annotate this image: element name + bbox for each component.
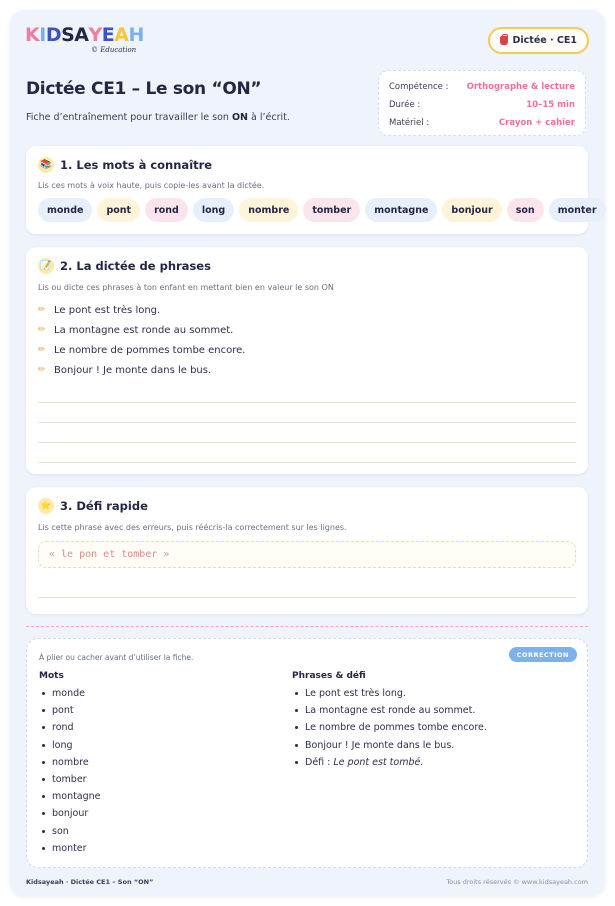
footer-copyright: Tous droits réservés © www.kidsayeah.com: [446, 878, 588, 886]
books-icon: 📚: [38, 157, 54, 173]
pencil-icon: ✏: [38, 345, 46, 355]
section-challenge-header: [38, 498, 148, 514]
word-chip: monter: [549, 198, 606, 222]
word-chip: tomber: [303, 198, 360, 222]
logo-letter: A: [114, 24, 129, 46]
section-words-title: 1. Les mots à connaître: [60, 158, 213, 172]
logo-letter: K: [25, 24, 40, 46]
error-sentence-box: « le pon et tomber »: [38, 541, 576, 568]
list-item: monter: [39, 840, 101, 857]
word-chip: nombre: [239, 198, 298, 222]
correction-badge: CORRECTION: [509, 647, 577, 662]
section-challenge-hint: Lis cette phrase avec des erreurs, puis réécris-la correctement sur les lignes.: [38, 523, 347, 532]
word-chip: montagne: [365, 198, 437, 222]
section-words-hint: Lis ces mots à voix haute, puis copie-les avant la dictée.: [38, 181, 265, 190]
list-item: montagne: [39, 788, 101, 805]
word-chip: monde: [38, 198, 92, 222]
list-item: Bonjour ! Je monte dans le bus.: [292, 737, 487, 754]
info-box: [378, 70, 586, 136]
correction-note: À plier ou cacher avant d’utiliser la fiche.: [39, 653, 194, 662]
logo-subtitle: © Education: [91, 46, 137, 54]
correction-card: [26, 638, 588, 868]
logo-letter: D: [45, 24, 62, 46]
list-item: rond: [39, 719, 101, 736]
list-item: La montagne est ronde au sommet.: [292, 702, 487, 719]
fold-line: [26, 626, 588, 627]
info-row-materiel: Matériel : Crayon + cahier: [389, 118, 575, 128]
correction-phrases-title: Phrases & défi: [292, 671, 366, 681]
logo-letter: H: [128, 24, 144, 46]
word-chip: pont: [97, 198, 140, 222]
logo-wordmark: [25, 24, 155, 46]
level-pill: [488, 27, 590, 54]
writing-line[interactable]: [38, 462, 576, 463]
correction-phrases-column: [292, 671, 487, 771]
worksheet-page: [10, 10, 605, 896]
sentence-item: ✏ Le pont est très long.: [38, 304, 161, 316]
writing-line[interactable]: [38, 402, 576, 403]
list-item: son: [39, 823, 101, 840]
section-challenge-title: 3. Défi rapide: [60, 499, 148, 513]
sentence-item: ✏ Bonjour ! Je monte dans le bus.: [38, 364, 212, 376]
correction-phrases-list: [292, 685, 487, 771]
section-words-header: [38, 157, 212, 173]
star-icon: ⭐: [38, 498, 54, 514]
logo-letter: S: [61, 24, 75, 46]
section-sentences-header: [38, 258, 211, 274]
logo: [25, 24, 155, 66]
list-item: monde: [39, 685, 101, 702]
footer-left: Kidsayeah · Dictée CE1 – Son “ON”: [26, 878, 154, 886]
correction-words-list: [39, 685, 101, 857]
pencil-icon: ✏: [38, 305, 46, 315]
list-item: nombre: [39, 754, 101, 771]
section-words-card: [26, 146, 597, 234]
info-row-duree: Durée : 10–15 min: [389, 100, 575, 110]
correction-words-column: [39, 671, 101, 857]
list-item: Le pont est très long.: [292, 685, 487, 702]
writing-line[interactable]: [38, 442, 576, 443]
logo-letter: Y: [88, 24, 102, 46]
sentence-list: [38, 300, 245, 380]
info-row-competence: Compétence : Orthographe & lecture: [389, 82, 575, 92]
word-chips: [38, 198, 606, 222]
section-challenge-card: [26, 487, 588, 614]
level-pill-label: Dictée · CE1: [512, 35, 577, 46]
word-chip: long: [193, 198, 234, 222]
section-sentences-hint: Lis ou dicte ces phrases à ton enfant en mettant bien en valeur le son ON: [38, 283, 334, 292]
word-chip: son: [507, 198, 544, 222]
list-item: Défi : Le pont est tombé.: [292, 754, 487, 771]
list-item: long: [39, 737, 101, 754]
writing-line[interactable]: [38, 597, 576, 598]
pencil-icon: ✏: [38, 325, 46, 335]
page-title: Dictée CE1 – Le son “ON”: [26, 79, 262, 99]
pencil-notepad-icon: 📝: [38, 258, 54, 274]
logo-letter: A: [74, 24, 89, 46]
sentence-item: ✏ Le nombre de pommes tombe encore.: [38, 344, 246, 356]
sentence-item: ✏ La montagne est ronde au sommet.: [38, 324, 234, 336]
list-item: tomber: [39, 771, 101, 788]
list-item: bonjour: [39, 805, 101, 822]
list-item: Le nombre de pommes tombe encore.: [292, 719, 487, 736]
subtitle-highlight: ON: [231, 112, 248, 123]
correction-words-title: Mots: [39, 671, 64, 681]
word-chip: rond: [145, 198, 188, 222]
school-bag-icon: [500, 36, 508, 45]
logo-letter: E: [101, 24, 115, 46]
defi-answer: Le pont est tombé.: [333, 756, 424, 768]
logo-letter: I: [39, 24, 46, 46]
section-sentences-card: [26, 247, 588, 474]
word-chip: bonjour: [442, 198, 501, 222]
pencil-icon: ✏: [38, 365, 46, 375]
page-subtitle: Fiche d’entraînement pour travailler le son ON à l’écrit.: [26, 112, 290, 123]
writing-line[interactable]: [38, 422, 576, 423]
section-sentences-title: 2. La dictée de phrases: [60, 259, 211, 273]
list-item: pont: [39, 702, 101, 719]
